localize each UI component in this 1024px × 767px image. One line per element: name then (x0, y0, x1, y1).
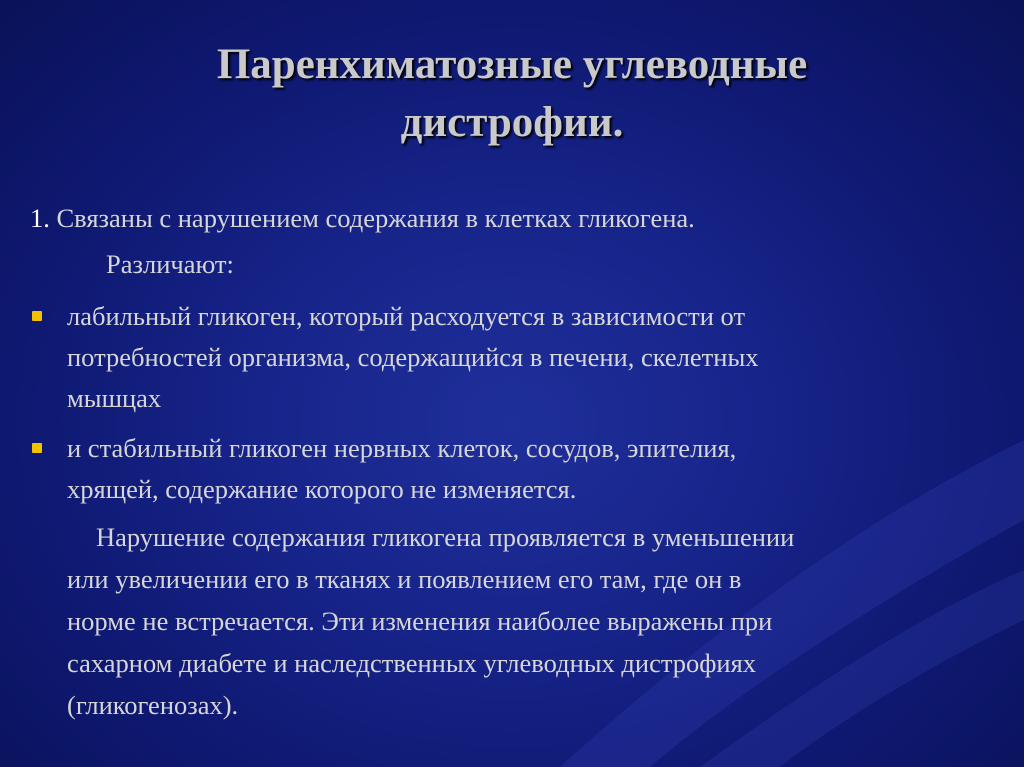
bullet-2-line-2: хрящей, содержание которого не изменяется. (67, 474, 577, 504)
bullet-1-line-3: мышцах (67, 383, 162, 413)
slide-title-line-2: дистрофии. (400, 99, 624, 146)
bullet-2-line-1: и стабильный гликоген нервных клеток, сосудов, эпителия, (67, 433, 737, 463)
paragraph-line-1: Нарушение содержания гликогена проявляется в уменьшении (96, 522, 795, 552)
point-1-text: Связаны с нарушением содержания в клетках гликогена. (49, 203, 695, 233)
paragraph-line-2: или увеличении его в тканях и появлением его там, где он в (67, 564, 742, 594)
bullet-square-icon (32, 443, 42, 453)
paragraph-line-3: норме не встречается. Эти изменения наиболее выражены при (67, 606, 773, 636)
distinguish-label: Различают: (106, 249, 234, 279)
paragraph-line-5: (гликогенозах). (67, 690, 239, 720)
paragraph-line-4: сахарном диабете и наследственных углеводных дистрофиях (67, 648, 757, 678)
slide-title-line-1: Паренхиматозные углеводные (216, 41, 808, 88)
bullet-square-icon (32, 311, 42, 321)
bullet-1-line-1: лабильный гликоген, который расходуется в зависимости от (67, 301, 746, 331)
point-1-number: 1. (30, 203, 50, 233)
bullet-1-line-2: потребностей организма, содержащийся в печени, скелетных (67, 342, 759, 372)
point-1 (30, 198, 695, 239)
